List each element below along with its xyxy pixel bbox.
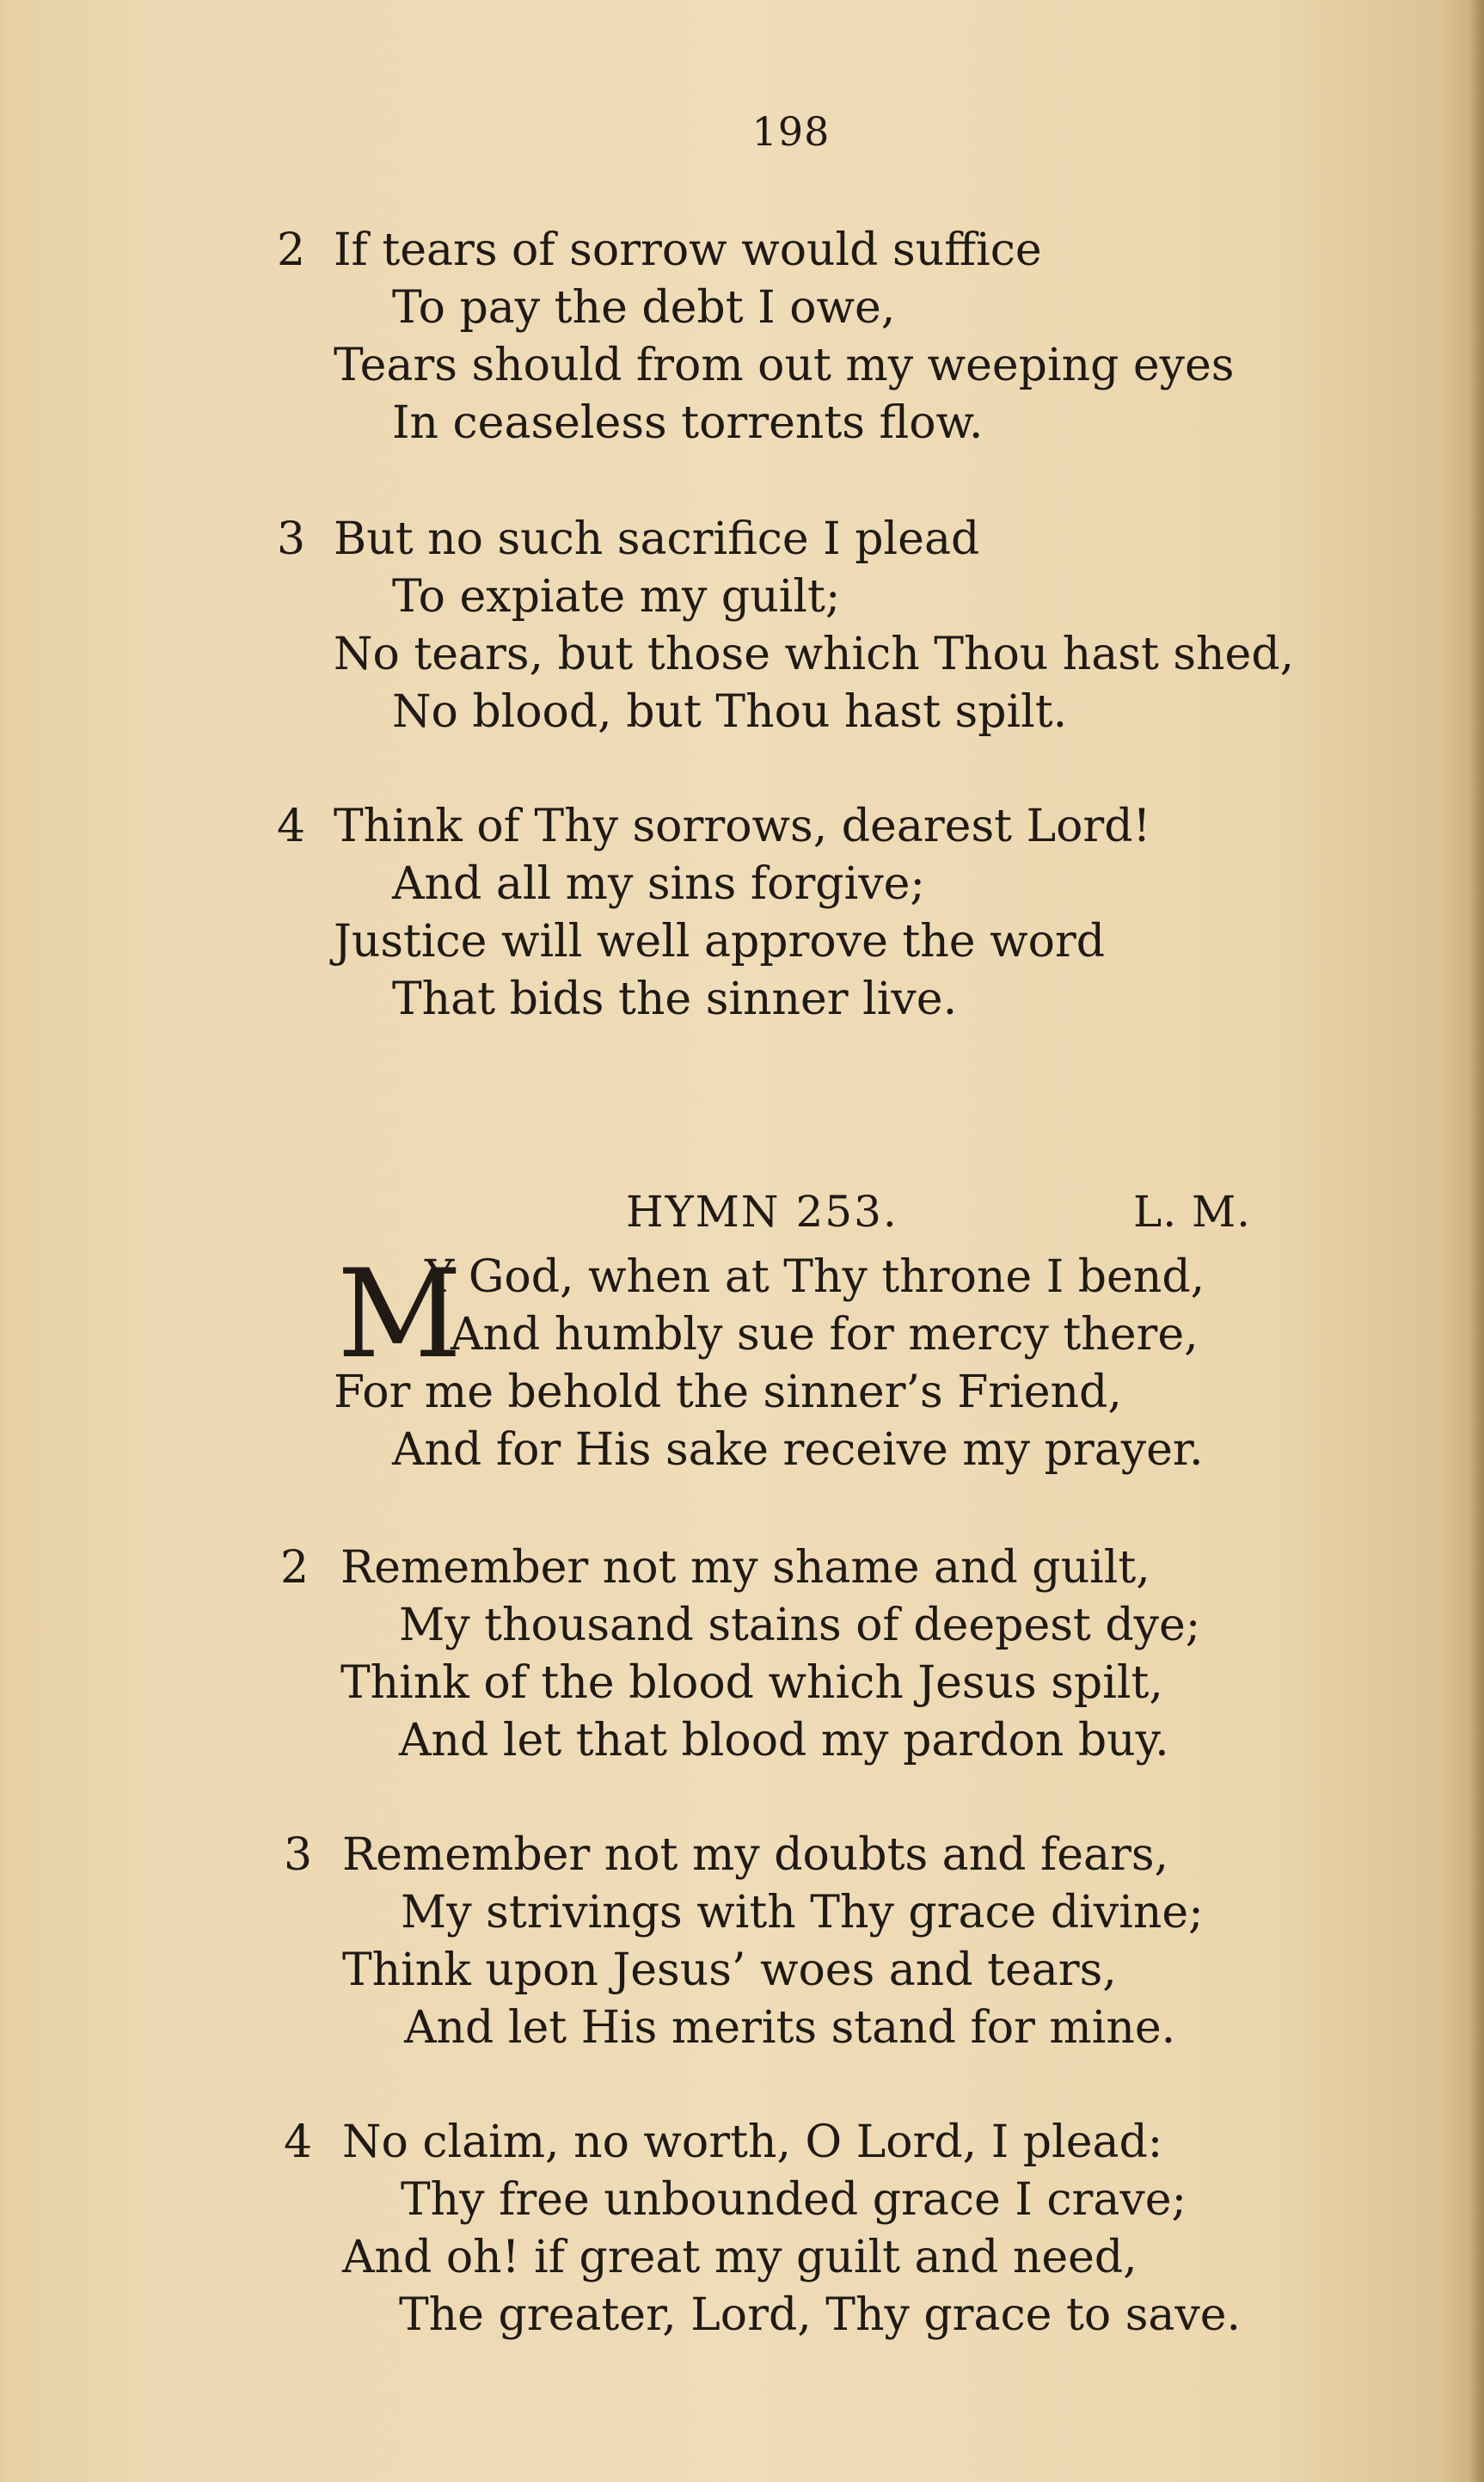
verse-text: Justice will well approve the word [334, 916, 1106, 968]
stanza-line [0, 1655, 1419, 1712]
verse-text: Remember not my shame and guilt, [340, 1542, 1150, 1594]
verse-text: Remember not my doubts and fears, [342, 1829, 1169, 1881]
stanza-line [0, 1364, 1419, 1422]
verse-text: No claim, no worth, O Lord, I plead: [342, 2116, 1163, 2168]
stanza-number: 3 [284, 1829, 313, 1881]
verse-text: Thy free unbounded grace I crave; [401, 2174, 1187, 2226]
stanza-line [0, 626, 1419, 684]
verse-text: And humbly sue for mercy there, [451, 1309, 1199, 1361]
stanza-line [0, 568, 1419, 626]
verse-text: But no such sacrifice I plead [334, 513, 980, 565]
verse-text: And all my sins forgive; [392, 858, 925, 910]
hymn-title: HYMN 253. [626, 1187, 898, 1237]
stanza-line [0, 1884, 1419, 1942]
stanza-line [0, 856, 1419, 913]
verse-text: Think upon Jesus’ woes and tears, [342, 1944, 1117, 1996]
stanza-prev-4 [0, 798, 1419, 1029]
verse-text: Tears should from out my weeping eyes [334, 340, 1235, 391]
stanza-line [0, 1597, 1419, 1655]
stanza-line [0, 684, 1419, 741]
verse-text: In ceaseless torrents flow. [392, 397, 984, 449]
stanza-line [0, 2287, 1419, 2344]
verse-text: And for His sake receive my prayer. [392, 1424, 1204, 1476]
verse-text: Y God, when at Thy throne I bend, [425, 1251, 1205, 1303]
verse-text: Think of Thy sorrows, dearest Lord! [334, 801, 1151, 852]
verse-text: My thousand stains of deepest dye; [399, 1600, 1201, 1651]
stanza-line [0, 222, 1419, 280]
verse-text: And let His merits stand for mine. [404, 2002, 1176, 2054]
stanza-line [0, 2229, 1419, 2287]
stanza-number: 2 [280, 1542, 310, 1594]
stanza-line [0, 511, 1419, 568]
verse-text: Think of the blood which Jesus spilt, [340, 1657, 1163, 1709]
hymn-stanza-3 [0, 1827, 1419, 2057]
verse-text: To pay the debt I owe, [392, 282, 896, 334]
stanza-line [0, 280, 1419, 337]
stanza-prev-2 [0, 222, 1419, 452]
stanza-line [0, 1539, 1419, 1597]
verse-text: No blood, but Thou hast spilt. [392, 686, 1068, 738]
stanza-line [0, 2172, 1419, 2229]
stanza-line [0, 337, 1419, 395]
verse-text: That bids the sinner live. [392, 974, 958, 1025]
stanza-line [0, 1827, 1419, 1884]
stanza-line [0, 1249, 1419, 1306]
verse-text: No tears, but those which Thou hast shed, [334, 629, 1295, 680]
stanza-line [0, 1422, 1419, 1479]
page-edge-shadow [1469, 0, 1484, 2482]
stanza-line [0, 1942, 1419, 2000]
stanza-line [0, 2000, 1419, 2057]
stanza-number: 4 [277, 801, 306, 852]
verse-text: To expiate my guilt; [392, 571, 841, 623]
hymn-stanza-2 [0, 1539, 1419, 1770]
stanza-line [0, 971, 1419, 1029]
verse-text: And let that blood my pardon buy. [399, 1715, 1169, 1766]
drop-cap: M [337, 1244, 459, 1385]
stanza-number: 3 [277, 513, 306, 565]
stanza-line [0, 1712, 1419, 1770]
page-number: 198 [751, 108, 831, 155]
verse-text: My strivings with Thy grace divine; [401, 1887, 1204, 1938]
stanza-line [0, 395, 1419, 452]
stanza-line [0, 913, 1419, 971]
stanza-number: 4 [284, 2116, 313, 2168]
stanza-line [0, 2114, 1419, 2172]
stanza-line [0, 1306, 1419, 1364]
stanza-prev-3 [0, 511, 1419, 741]
stanza-number: 2 [277, 224, 306, 276]
verse-text: If tears of sorrow would suffice [334, 224, 1042, 276]
hymn-stanza-4 [0, 2114, 1419, 2344]
verse-text: The greater, Lord, Thy grace to save. [399, 2289, 1242, 2341]
verse-text: For me behold the sinner’s Friend, [334, 1367, 1122, 1418]
verse-text: And oh! if great my guilt and need, [342, 2232, 1138, 2283]
hymn-stanza-1 [0, 1244, 1419, 1479]
hymn-meter: L. M. [1133, 1187, 1252, 1237]
hymn-heading [0, 1182, 1462, 1242]
stanza-line [0, 798, 1419, 856]
